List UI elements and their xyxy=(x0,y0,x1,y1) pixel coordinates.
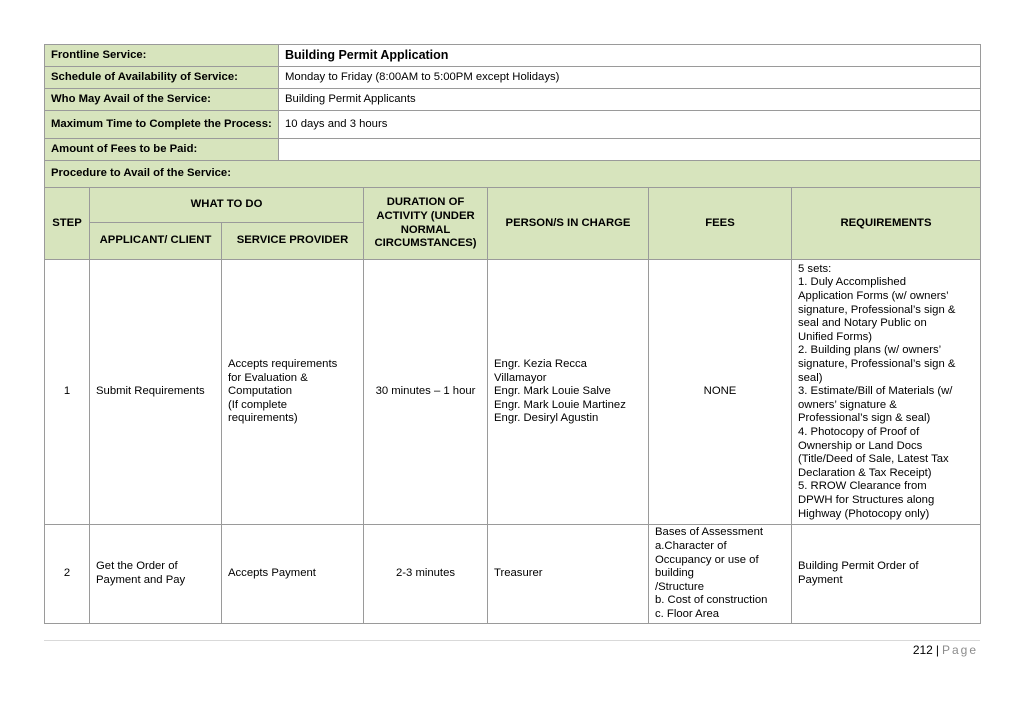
max-time-label: Maximum Time to Complete the Process: xyxy=(45,111,279,139)
requirements: 5 sets: 1. Duly Accomplished Application Forms (w/ owners’ signature, Professional’s sign & seal and Notary Public on Unified Forms) 2. Building plans (w/ owners’ signature, Professional’s sign & seal) 3. Estimate/Bill of Materials (w/ owners’ signature & Professional’s sign & seal) 4. Photocopy of Proof of Ownership or Land Docs (Title/Deed of Sale, Latest Tax Declaration & Tax Receipt) 5. RROW Clearance from DPWH for Structures along Highway (Photocopy only) xyxy=(792,260,981,525)
service-info-table xyxy=(44,44,981,188)
procedure-table xyxy=(44,187,981,624)
fees-value xyxy=(279,139,981,161)
page-number: 212 xyxy=(912,643,933,657)
fees: NONE xyxy=(649,260,792,525)
who-may-avail-label: Who May Avail of the Service: xyxy=(45,89,279,111)
page-word: Page xyxy=(941,643,978,657)
persons-in-charge: Treasurer xyxy=(488,525,649,624)
col-header-persons: PERSON/S IN CHARGE xyxy=(488,188,649,260)
page-footer xyxy=(913,643,978,657)
schedule-value: Monday to Friday (8:00AM to 5:00PM except Holidays) xyxy=(279,67,981,89)
table-row xyxy=(45,525,981,624)
fees-label: Amount of Fees to be Paid: xyxy=(45,139,279,161)
footer-divider xyxy=(44,640,980,641)
col-header-step: STEP xyxy=(45,188,90,260)
frontline-service-value: Building Permit Application xyxy=(279,45,981,67)
col-header-provider: SERVICE PROVIDER xyxy=(222,223,364,260)
step-number: 1 xyxy=(45,260,90,525)
table-row xyxy=(45,260,981,525)
duration: 2-3 minutes xyxy=(364,525,488,624)
schedule-label: Schedule of Availability of Service: xyxy=(45,67,279,89)
who-may-avail-value: Building Permit Applicants xyxy=(279,89,981,111)
col-header-applicant: APPLICANT/ CLIENT xyxy=(90,223,222,260)
col-header-fees: FEES xyxy=(649,188,792,260)
applicant-action: Submit Requirements xyxy=(90,260,222,525)
step-number: 2 xyxy=(45,525,90,624)
fees: Bases of Assessment a.Character of Occupancy or use of building /Structure b. Cost of construction c. Floor Area xyxy=(649,525,792,624)
col-header-requirements: REQUIREMENTS xyxy=(792,188,981,260)
footer-separator: | xyxy=(935,643,939,657)
provider-action: Accepts requirements for Evaluation & Computation (If complete requirements) xyxy=(222,260,364,525)
procedure-label: Procedure to Avail of the Service: xyxy=(45,161,981,188)
col-header-what-to-do: WHAT TO DO xyxy=(90,188,364,223)
duration: 30 minutes – 1 hour xyxy=(364,260,488,525)
max-time-value: 10 days and 3 hours xyxy=(279,111,981,139)
requirements: Building Permit Order of Payment xyxy=(792,525,981,624)
col-header-duration: DURATION OF ACTIVITY (UNDER NORMAL CIRCUMSTANCES) xyxy=(364,188,488,260)
applicant-action: Get the Order of Payment and Pay xyxy=(90,525,222,624)
persons-in-charge: Engr. Kezia Recca Villamayor Engr. Mark Louie Salve Engr. Mark Louie Martinez Engr. Desiryl Agustin xyxy=(488,260,649,525)
provider-action: Accepts Payment xyxy=(222,525,364,624)
frontline-service-label: Frontline Service: xyxy=(45,45,279,67)
